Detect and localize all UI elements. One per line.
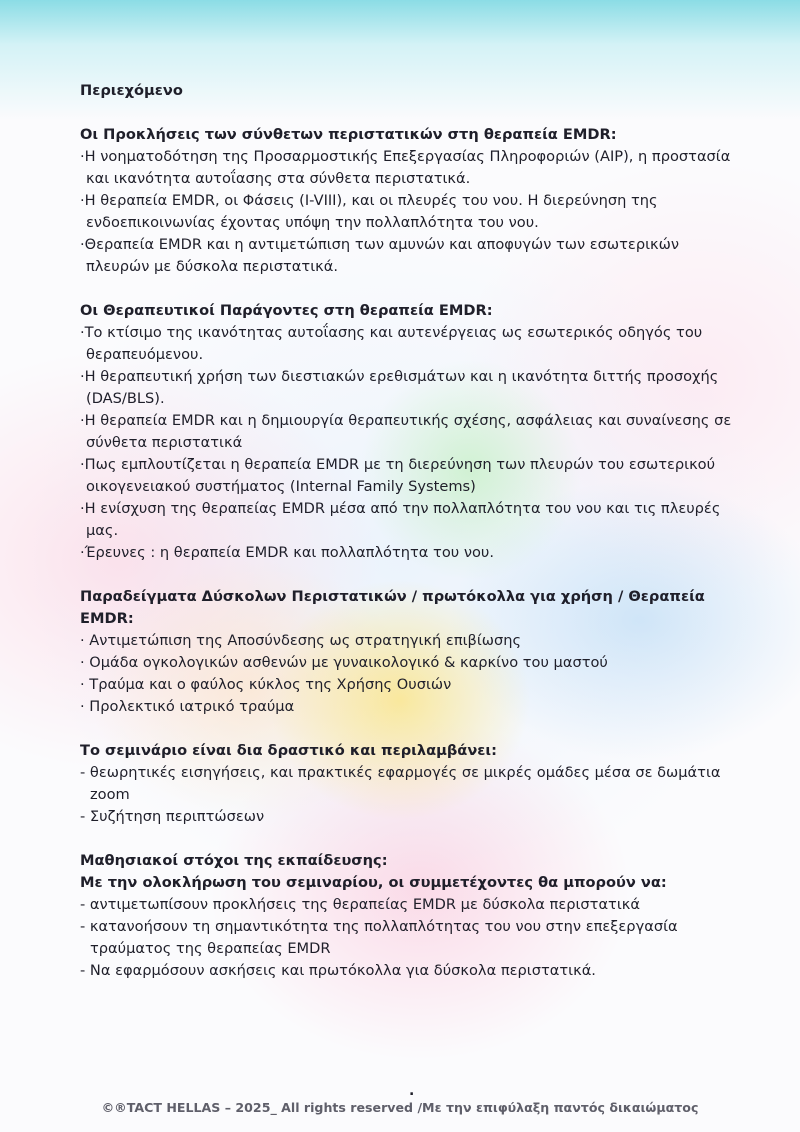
list-item: ·Η νοηματοδότηση της Προσαρμοστικής Επεξεργασίας Πληροφοριών (AIP), η προστασία και ικανότητα αυτοΐασης στα σύνθετα περιστατικά. [80, 148, 731, 187]
footer-dot: . [409, 1083, 415, 1099]
section-learning-objectives [80, 850, 745, 982]
list-item: ·Η θεραπευτική χρήση των διεστιακών ερεθισμάτων και η ικανότητα διττής προσοχής (DAS/BLS). [80, 368, 719, 407]
list-item: ·Η θεραπεία EMDR και η δημιουργία θεραπευτικής σχέσης, ασφάλειας και συναίνεσης σε σύνθετα περιστατικά [80, 412, 732, 451]
section-seminar-format [80, 740, 745, 828]
copyright-footer: ©®TACT HELLAS – 2025_ All rights reserved /Με την επιφύλαξη παντός δικαιώματος [101, 1100, 699, 1115]
section-therapeutic-factors [80, 300, 745, 564]
list-item: ·Η θεραπεία EMDR, οι Φάσεις (I-VIII), και οι πλευρές του νου. Η διερεύνηση της ενδοεπικοινωνίας έχοντας υπόψη την πολλαπλότητα του νου. [80, 192, 658, 231]
section-heading: Παραδείγματα Δύσκολων Περιστατικών / πρωτόκολλα για χρήση / Θεραπεία EMDR: [80, 588, 705, 627]
list-item: - Να εφαρμόσουν ασκήσεις και πρωτόκολλα για δύσκολα περιστατικά. [80, 962, 596, 979]
section-subheading: Με την ολοκλήρωση του σεμιναρίου, οι συμμετέχοντες θα μπορούν να: [80, 874, 667, 891]
list-item: - θεωρητικές εισηγήσεις, και πρακτικές εφαρμογές σε μικρές ομάδες μέσα σε δωμάτια zoom [80, 764, 721, 803]
list-item: ·Θεραπεία EMDR και η αντιμετώπιση των αμυνών και αποφυγών των εσωτερικών πλευρών με δύσκολα περιστατικά. [80, 236, 679, 275]
list-item: · Προλεκτικό ιατρικό τραύμα [80, 698, 295, 715]
section-challenges [80, 124, 745, 278]
list-item: ·Πως εμπλουτίζεται η θεραπεία EMDR με τη διερεύνηση των πλευρών του εσωτερικού οικογενειακού συστήματος (Internal Family Systems) [80, 456, 716, 495]
contents-title: Περιεχόμενο [80, 82, 183, 99]
list-item: · Αντιμετώπιση της Αποσύνδεσης ως στρατηγική επιβίωσης [80, 632, 522, 649]
document-content [80, 80, 745, 982]
list-item: ·Έρευνες : η θεραπεία EMDR και πολλαπλότητα του νου. [80, 544, 495, 561]
list-item: - αντιμετωπίσουν προκλήσεις της θεραπείας EMDR με δύσκολα περιστατικά [80, 896, 641, 913]
list-item: · Ομάδα ογκολογικών ασθενών με γυναικολογικό & καρκίνο του μαστού [80, 654, 608, 671]
list-item: - Συζήτηση περιπτώσεων [80, 808, 265, 825]
section-case-examples [80, 586, 745, 718]
list-item: ·Το κτίσιμο της ικανότητας αυτοΐασης και αυτενέργειας ως εσωτερικός οδηγός του θεραπευόμενου. [80, 324, 703, 363]
section-heading: Μαθησιακοί στόχοι της εκπαίδευσης: [80, 852, 388, 869]
list-item: ·Η ενίσχυση της θεραπείας EMDR μέσα από την πολλαπλότητα του νου και τις πλευρές μας. [80, 500, 721, 539]
section-heading: Το σεμινάριο είναι δια δραστικό και περιλαμβάνει: [80, 742, 497, 759]
section-heading: Οι Προκλήσεις των σύνθετων περιστατικών στη θεραπεία EMDR: [80, 126, 617, 143]
list-item: · Τραύμα και ο φαύλος κύκλος της Χρήσης Ουσιών [80, 676, 452, 693]
list-item: - κατανοήσουν τη σημαντικότητα της πολλαπλότητας του νου στην επεξεργασία τραύματος της θεραπείας EMDR [80, 918, 678, 957]
section-heading: Οι Θεραπευτικοί Παράγοντες στη θεραπεία EMDR: [80, 302, 493, 319]
